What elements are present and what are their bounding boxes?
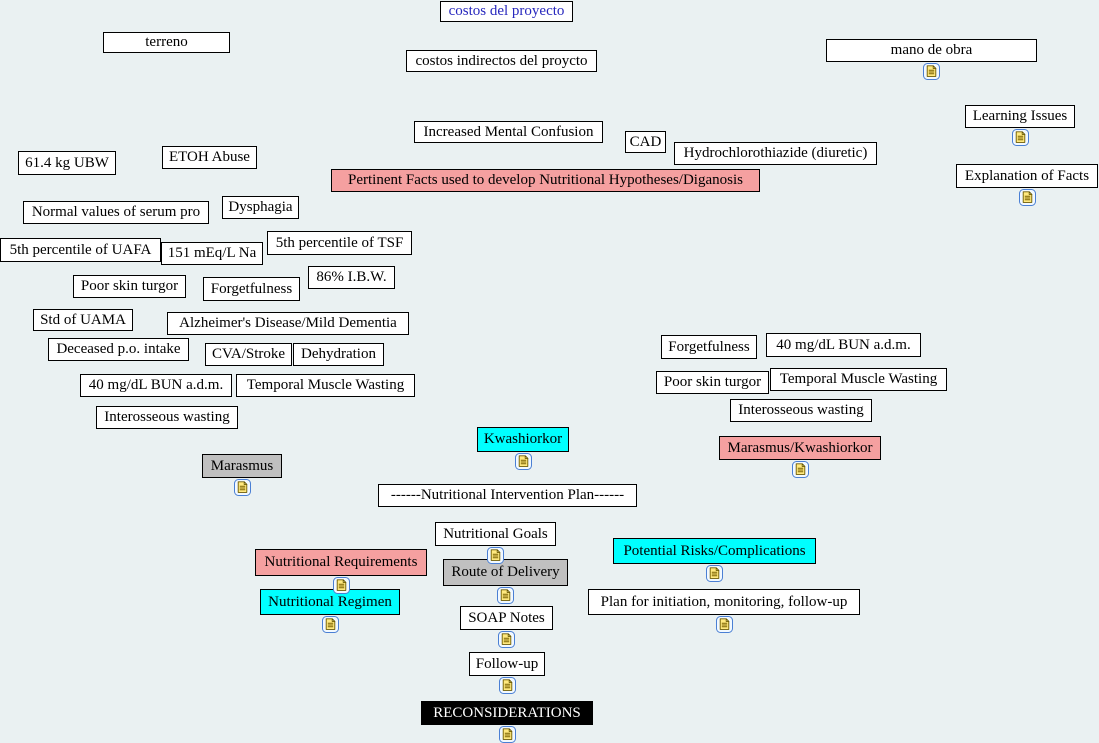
concept-node-nutritional-goals[interactable]: Nutritional Goals bbox=[435, 522, 556, 546]
resource-icon[interactable] bbox=[1012, 129, 1029, 146]
concept-node-cad[interactable]: CAD bbox=[625, 131, 666, 153]
concept-node-route-of-delivery[interactable]: Route of Delivery bbox=[443, 559, 568, 586]
concept-node-std-of-uama[interactable]: Std of UAMA bbox=[33, 309, 133, 331]
concept-node-increased-mental-confusion[interactable]: Increased Mental Confusion bbox=[414, 121, 603, 143]
concept-node-5th-percentile-of-uafa[interactable]: 5th percentile of UAFA bbox=[0, 238, 161, 262]
concept-node-temporal-muscle-wasting-right[interactable]: Temporal Muscle Wasting bbox=[770, 368, 947, 391]
concept-node-forgetfulness-left[interactable]: Forgetfulness bbox=[203, 277, 300, 301]
concept-node-alzheimers-disease-mild-dementia[interactable]: Alzheimer's Disease/Mild Dementia bbox=[167, 312, 409, 335]
concept-node-learning-issues[interactable]: Learning Issues bbox=[965, 105, 1075, 128]
concept-node-pertinent-facts[interactable]: Pertinent Facts used to develop Nutritional Hypotheses/Diganosis bbox=[331, 169, 760, 192]
concept-node-poor-skin-turgor-left[interactable]: Poor skin turgor bbox=[73, 275, 186, 298]
resource-icon[interactable] bbox=[333, 577, 350, 594]
concept-node-etoh-abuse[interactable]: ETOH Abuse bbox=[162, 146, 257, 169]
concept-node-nutritional-intervention-plan[interactable]: ------Nutritional Intervention Plan------ bbox=[378, 484, 637, 507]
concept-node-terreno[interactable]: terreno bbox=[103, 32, 230, 53]
concept-node-marasmus[interactable]: Marasmus bbox=[202, 454, 282, 478]
concept-node-40-mg-dl-bun-adm-left[interactable]: 40 mg/dL BUN a.d.m. bbox=[80, 374, 232, 397]
concept-node-costos-del-proyecto[interactable]: costos del proyecto bbox=[440, 1, 573, 22]
resource-icon[interactable] bbox=[499, 677, 516, 694]
concept-node-temporal-muscle-wasting-left[interactable]: Temporal Muscle Wasting bbox=[236, 374, 415, 397]
concept-node-mano-de-obra[interactable]: mano de obra bbox=[826, 39, 1037, 62]
concept-node-follow-up[interactable]: Follow-up bbox=[469, 652, 545, 676]
concept-node-costos-indirectos-del-proycto[interactable]: costos indirectos del proycto bbox=[406, 50, 597, 72]
concept-node-normal-values-of-serum-pro[interactable]: Normal values of serum pro bbox=[23, 201, 209, 224]
concept-node-kwashiorkor[interactable]: Kwashiorkor bbox=[477, 427, 569, 452]
resource-icon[interactable] bbox=[706, 565, 723, 582]
resource-icon[interactable] bbox=[497, 587, 514, 604]
concept-node-86-ibw[interactable]: 86% I.B.W. bbox=[308, 266, 395, 289]
concept-node-deceased-po-intake[interactable]: Deceased p.o. intake bbox=[48, 338, 189, 361]
concept-node-forgetfulness-right[interactable]: Forgetfulness bbox=[661, 335, 757, 359]
resource-icon[interactable] bbox=[716, 616, 733, 633]
resource-icon[interactable] bbox=[792, 461, 809, 478]
concept-node-interosseous-wasting-right[interactable]: Interosseous wasting bbox=[730, 399, 872, 422]
concept-node-cva-stroke[interactable]: CVA/Stroke bbox=[205, 343, 292, 366]
concept-node-61-4-kg-ubw[interactable]: 61.4 kg UBW bbox=[18, 151, 116, 175]
concept-node-reconsiderations[interactable]: RECONSIDERATIONS bbox=[421, 701, 593, 725]
concept-node-explanation-of-facts[interactable]: Explanation of Facts bbox=[956, 164, 1098, 188]
concept-node-151-meq-l-na[interactable]: 151 mEq/L Na bbox=[161, 242, 263, 265]
concept-node-plan-for-initiation-monitoring-follow-up[interactable]: Plan for initiation, monitoring, follow-up bbox=[588, 589, 860, 615]
resource-icon[interactable] bbox=[498, 631, 515, 648]
resource-icon[interactable] bbox=[322, 616, 339, 633]
resource-icon[interactable] bbox=[234, 479, 251, 496]
concept-node-interosseous-wasting-left[interactable]: Interosseous wasting bbox=[96, 406, 238, 429]
resource-icon[interactable] bbox=[923, 63, 940, 80]
concept-node-potential-risks-complications[interactable]: Potential Risks/Complications bbox=[613, 538, 816, 564]
resource-icon[interactable] bbox=[515, 453, 532, 470]
concept-node-40-mg-dl-bun-adm-right[interactable]: 40 mg/dL BUN a.d.m. bbox=[766, 333, 921, 357]
concept-node-dehydration[interactable]: Dehydration bbox=[293, 343, 384, 366]
resource-icon[interactable] bbox=[499, 726, 516, 743]
concept-node-nutritional-regimen[interactable]: Nutritional Regimen bbox=[260, 589, 400, 615]
concept-node-5th-percentile-of-tsf[interactable]: 5th percentile of TSF bbox=[267, 231, 412, 255]
resource-icon[interactable] bbox=[1019, 189, 1036, 206]
concept-node-marasmus-kwashiorkor[interactable]: Marasmus/Kwashiorkor bbox=[719, 436, 881, 460]
concept-node-poor-skin-turgor-right[interactable]: Poor skin turgor bbox=[656, 371, 769, 394]
resource-icon[interactable] bbox=[487, 547, 504, 564]
concept-node-hydrochlorothiazide-diuretic[interactable]: Hydrochlorothiazide (diuretic) bbox=[674, 142, 877, 165]
concept-node-dysphagia[interactable]: Dysphagia bbox=[222, 196, 299, 219]
concept-node-soap-notes[interactable]: SOAP Notes bbox=[460, 606, 553, 630]
concept-node-nutritional-requirements[interactable]: Nutritional Requirements bbox=[255, 549, 427, 576]
